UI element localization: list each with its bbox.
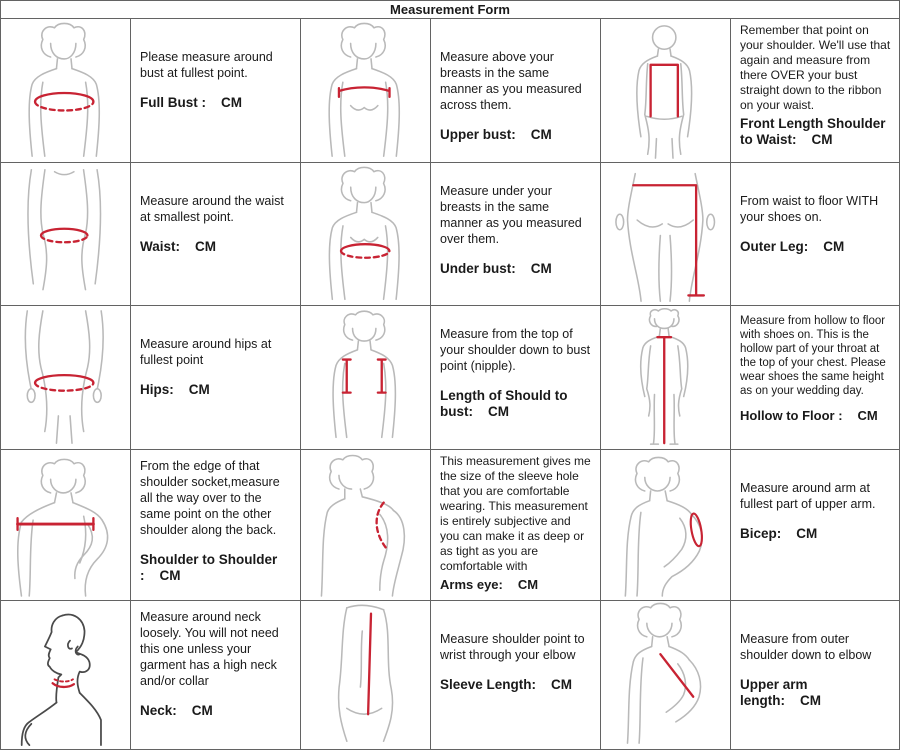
- upper-arm-length-illustration: [602, 602, 728, 747]
- unit-label: CM: [857, 408, 878, 423]
- unit-label: CM: [811, 132, 833, 147]
- measurement-label: Outer Leg: CM: [740, 239, 845, 254]
- outer-leg-cell: [731, 163, 899, 306]
- hips-illustration: [2, 307, 128, 447]
- measurement-description: From waist to floor WITH your shoes on.: [740, 194, 879, 224]
- measurement-description: Measure shoulder point to wrist through your elbow: [440, 632, 585, 662]
- measurement-description: Please measure around bust at fullest point.: [140, 50, 273, 80]
- measurement-description: Measure around neck loosely. You will not need this one unless your garment has a high neck and/or collar: [140, 610, 279, 688]
- upper-bust-figure: [301, 19, 431, 163]
- length-of-shoulder-to-bust-cell: [431, 306, 601, 450]
- measurement-description: Measure above your breasts in the same manner as you measured across them.: [440, 50, 582, 112]
- length-of-shoulder-to-bust-figure: [301, 306, 431, 450]
- hips-cell: [131, 306, 301, 450]
- measurement-label: Hollow to Floor : CM: [740, 408, 878, 423]
- neck-figure: [1, 601, 131, 749]
- hips-figure: [1, 306, 131, 450]
- measurement-label: Bicep: CM: [740, 526, 818, 541]
- measurement-label: Waist: CM: [140, 239, 216, 254]
- measurement-description: Measure from hollow to floor with shoes on. This is the hollow part of your throat at the top of your chest. Please wear shoes the same height as on your wedding day.: [740, 315, 886, 397]
- upper-bust-illustration: [302, 20, 428, 160]
- measurement-description: Measure around the waist at smallest point.: [140, 194, 284, 224]
- upper-arm-length-figure: [601, 601, 731, 749]
- outer-leg-illustration: [602, 164, 728, 303]
- measurement-label: Length of Should to bust: CM: [440, 388, 568, 419]
- measurement-description: Measure from outer shoulder down to elbow: [740, 632, 872, 662]
- measurement-label: Arms eye: CM: [440, 577, 539, 592]
- measurement-grid: [1, 19, 899, 749]
- unit-label: CM: [221, 95, 242, 110]
- hollow-to-floor-figure: [601, 306, 731, 450]
- front-length-shoulder-to-waist-cell: [731, 19, 899, 163]
- waist-illustration: [2, 164, 128, 303]
- unit-label: CM: [530, 261, 552, 276]
- measurement-description: Measure under your breasts in the same manner as you measured over them.: [440, 184, 582, 246]
- unit-label: CM: [488, 404, 509, 419]
- unit-label: CM: [823, 239, 845, 254]
- arms-eye-figure: [301, 450, 431, 601]
- measurement-label: Front Length Shoulder to Waist: CM: [740, 116, 886, 147]
- shoulder-to-bust-illustration: [302, 307, 428, 447]
- measurement-description: Measure around hips at fullest point: [140, 337, 272, 367]
- full-bust-figure: [1, 19, 131, 163]
- measurement-description: Remember that point on your shoulder. We'll use that again and measure from there OVER your bust straight down to the ribbon on your waist.: [740, 23, 891, 112]
- waist-figure: [1, 163, 131, 306]
- measurement-label: Neck: CM: [140, 703, 213, 718]
- unit-label: CM: [195, 239, 216, 254]
- upper-arm-length-cell: [731, 601, 899, 749]
- sleeve-length-figure: [301, 601, 431, 749]
- neck-illustration: [2, 602, 128, 747]
- bicep-illustration: [602, 452, 728, 599]
- sleeve-length-cell: [431, 601, 601, 749]
- unit-label: CM: [159, 568, 181, 583]
- measurement-description: Measure around arm at fullest part of upper arm.: [740, 481, 876, 511]
- measurement-label: Shoulder to Shoulder : CM: [140, 552, 278, 583]
- under-bust-cell: [431, 163, 601, 306]
- neck-cell: [131, 601, 301, 749]
- hollow-to-floor-illustration: [602, 307, 728, 447]
- measurement-label: Under bust: CM: [440, 261, 552, 276]
- hollow-to-floor-cell: [731, 306, 899, 450]
- upper-bust-cell: [431, 19, 601, 163]
- bicep-figure: [601, 450, 731, 601]
- front-length-shoulder-to-waist-figure: [601, 19, 731, 163]
- measurement-description: From the edge of that shoulder socket,measure all the way over to the same point on the other shoulder along the back.: [140, 459, 280, 537]
- front-length-illustration: [602, 20, 728, 160]
- under-bust-figure: [301, 163, 431, 306]
- measurement-label: Upper arm length: CM: [740, 677, 821, 708]
- unit-label: CM: [517, 577, 539, 592]
- measurement-label: Upper bust: CM: [440, 127, 552, 142]
- unit-label: CM: [191, 703, 213, 718]
- measurement-description: Measure from the top of your shoulder down to bust point (nipple).: [440, 327, 591, 373]
- measurement-label: Hips: CM: [140, 382, 210, 397]
- outer-leg-figure: [601, 163, 731, 306]
- shoulder-to-shoulder-figure: [1, 450, 131, 601]
- sleeve-length-illustration: [302, 602, 428, 747]
- shoulder-to-shoulder-illustration: [2, 452, 128, 599]
- arms-eye-illustration: [302, 452, 428, 599]
- shoulder-to-shoulder-cell: [131, 450, 301, 601]
- unit-label: CM: [188, 382, 210, 397]
- arms-eye-cell: [431, 450, 601, 601]
- full-bust-illustration: [2, 20, 128, 160]
- under-bust-illustration: [302, 164, 428, 303]
- measurement-label: Sleeve Length: CM: [440, 677, 573, 692]
- unit-label: CM: [530, 127, 552, 142]
- waist-cell: [131, 163, 301, 306]
- form-title: Measurement Form: [1, 1, 899, 19]
- measurement-description: This measurement gives me the size of the sleeve hole that you are comfortable wearing. This measurement is entirely subjective and you can make it as deep or as tight as you are comfortable with: [440, 454, 591, 573]
- measurement-label: Full Bust : CM: [140, 95, 242, 110]
- unit-label: CM: [800, 693, 821, 708]
- bicep-cell: [731, 450, 899, 601]
- unit-label: CM: [551, 677, 573, 692]
- unit-label: CM: [796, 526, 818, 541]
- full-bust-cell: [131, 19, 301, 163]
